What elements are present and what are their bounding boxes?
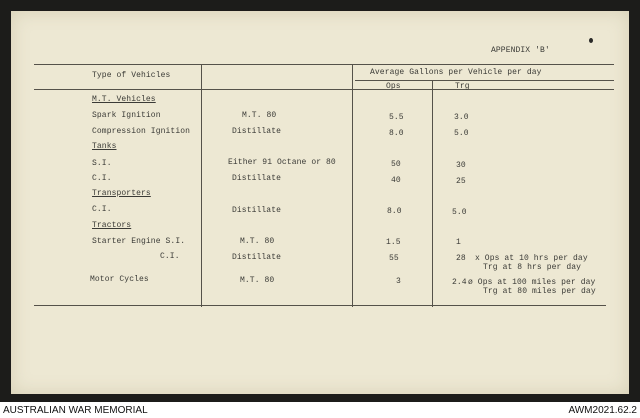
header-trg: Trg [455, 82, 470, 91]
row-trg: 2.4 [452, 278, 467, 287]
section-tanks: Tanks [92, 142, 117, 151]
row-trg: 5.0 [454, 129, 469, 138]
row-trg: 30 [456, 161, 466, 170]
row-fuel: M.T. 80 [240, 276, 275, 285]
ink-mark [589, 38, 593, 43]
row-type: Starter Engine S.I. [92, 237, 186, 246]
header-type-of-vehicles: Type of Vehicles [92, 71, 171, 80]
header-average-gallons: Average Gallons per Vehicle per day [370, 68, 542, 77]
row-fuel: Distillate [232, 127, 282, 136]
section-mt-vehicles: M.T. Vehicles [92, 95, 156, 104]
row-type: C.I. [160, 252, 180, 261]
row-fuel: Distillate [232, 253, 282, 262]
section-tractors: Tractors [92, 221, 132, 230]
row-type: Motor Cycles [90, 275, 149, 284]
row-note: x Ops at 10 hrs per day [475, 254, 588, 263]
row-fuel: M.T. 80 [240, 237, 275, 246]
row-type: Compression Ignition [92, 127, 191, 136]
footer-accession-number: AWM2021.62.2 [568, 405, 637, 416]
row-note: Trg at 8 hrs per day [483, 263, 582, 272]
row-note: Trg at 80 miles per day [483, 287, 596, 296]
row-trg: 5.0 [452, 208, 467, 217]
row-trg: 3.0 [454, 113, 469, 122]
row-ops: 50 [391, 160, 401, 169]
row-trg: 28 [456, 254, 466, 263]
row-type: C.I. [92, 174, 112, 183]
row-ops: 5.5 [389, 113, 404, 122]
column-divider-3 [432, 80, 433, 307]
row-trg: 25 [456, 177, 466, 186]
row-ops: 8.0 [389, 129, 404, 138]
footer-institution: AUSTRALIAN WAR MEMORIAL [3, 405, 148, 416]
row-ops: 55 [389, 254, 399, 263]
appendix-title: APPENDIX 'B' [491, 46, 550, 55]
section-transporters: Transporters [92, 189, 151, 198]
row-fuel: Distillate [232, 206, 282, 215]
row-type: S.I. [92, 159, 112, 168]
row-trg: 1 [456, 238, 461, 247]
table-bottom-rule [34, 305, 606, 306]
row-ops: 8.0 [387, 207, 402, 216]
table-top-rule [34, 64, 614, 65]
row-fuel: M.T. 80 [242, 111, 277, 120]
row-ops: 1.5 [386, 238, 401, 247]
row-fuel: Either 91 Octane or 80 [228, 158, 336, 167]
row-type: Spark Ignition [92, 111, 161, 120]
header-bottom-rule [34, 89, 614, 90]
row-fuel: Distillate [232, 174, 282, 183]
row-type: C.I. [92, 205, 112, 214]
row-ops: 40 [391, 176, 401, 185]
header-ops: Ops [386, 82, 401, 91]
subheader-rule [355, 80, 614, 81]
column-divider-2 [352, 65, 353, 307]
column-divider-1 [201, 65, 202, 307]
row-note: ø Ops at 100 miles per day [468, 278, 596, 287]
row-ops: 3 [396, 277, 401, 286]
